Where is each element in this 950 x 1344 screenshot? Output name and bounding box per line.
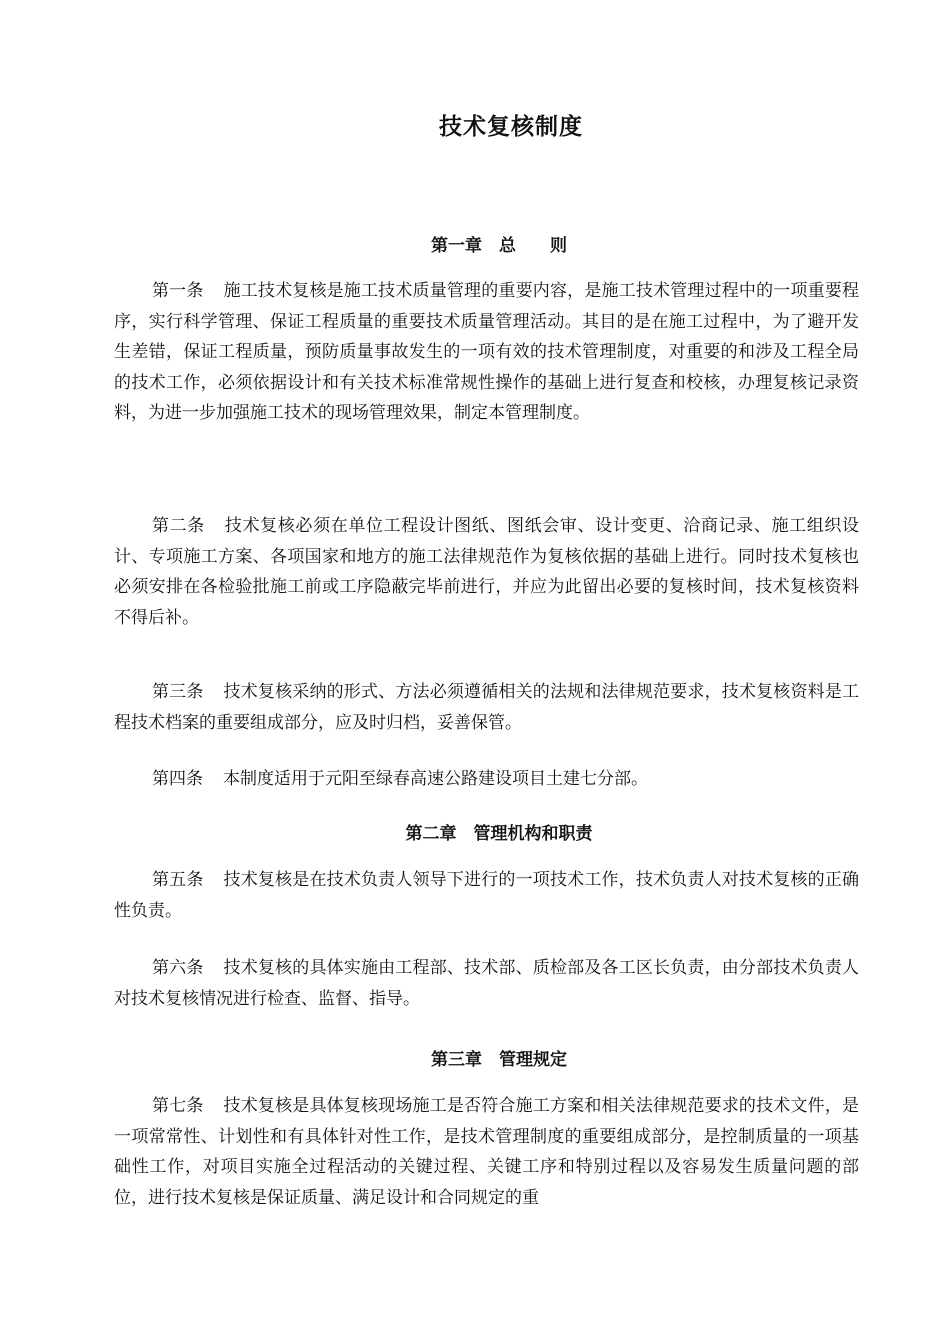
article-text: 技术复核采纳的形式、方法必须遵循相关的法规和法律规范要求，技术复核资料是工程技术档案的重要组成部分，应及时归档，妥善保管。 <box>114 682 860 733</box>
article-number: 第二条 <box>152 516 205 536</box>
article-number: 第六条 <box>152 958 204 978</box>
chapter-heading-2: 第二章 管理机构和职责 <box>405 824 593 844</box>
article-paragraph <box>114 677 859 738</box>
article-paragraph <box>114 1091 859 1213</box>
article-number: 第三条 <box>152 682 204 702</box>
chapter-heading-1: 第一章 总 则 <box>431 236 567 256</box>
article-paragraph <box>114 953 859 1014</box>
article-number: 第五条 <box>152 870 204 890</box>
article-text: 本制度适用于元阳至绿春高速公路建设项目土建七分部。 <box>223 769 648 789</box>
article-number: 第一条 <box>152 281 204 301</box>
article-paragraph <box>114 764 859 795</box>
article-text: 技术复核必须在单位工程设计图纸、图纸会审、设计变更、洽商记录、施工组织设计、专项施工方案、各项国家和地方的施工法律规范作为复核依据的基础上进行。同时技术复核也必须安排在各检验批施工前或工序隐蔽完毕前进行，并应为此留出必要的复核时间，技术复核资料不得后补。 <box>114 516 860 628</box>
article-text: 技术复核的具体实施由工程部、技术部、质检部及各工区长负责，由分部技术负责人对技术复核情况进行检查、监督、指导。 <box>114 958 860 1009</box>
document-title: 技术复核制度 <box>439 114 583 140</box>
article-paragraph <box>114 865 859 926</box>
article-text: 施工技术复核是施工技术质量管理的重要内容，是施工技术管理过程中的一项重要程序，实行科学管理、保证工程质量的重要技术质量管理活动。其目的是在施工过程中，为了避开发生差错，保证工程质量，预防质量事故发生的一项有效的技术管理制度，对重要的和涉及工程全局的技术工作，必须依据设计和有关技术标准常规性操作的基础上进行复查和校核，办理复核记录资料，为进一步加强施工技术的现场管理效果，制定本管理制度。 <box>114 281 860 423</box>
chapter-heading-3: 第三章 管理规定 <box>431 1050 567 1070</box>
article-number: 第七条 <box>152 1096 204 1116</box>
article-paragraph <box>114 511 859 633</box>
article-paragraph <box>114 276 859 429</box>
article-number: 第四条 <box>152 769 203 789</box>
article-text: 技术复核是具体复核现场施工是否符合施工方案和相关法律规范要求的技术文件，是一项常常性、计划性和有具体针对性工作，是技术管理制度的重要组成部分，是控制质量的一项基础性工作，对项目实施全过程活动的关键过程、关键工序和特别过程以及容易发生质量问题的部位，进行技术复核是保证质量、满足设计和合同规定的重 <box>114 1096 860 1208</box>
article-text: 技术复核是在技术负责人领导下进行的一项技术工作，技术负责人对技术复核的正确性负责。 <box>114 870 860 921</box>
